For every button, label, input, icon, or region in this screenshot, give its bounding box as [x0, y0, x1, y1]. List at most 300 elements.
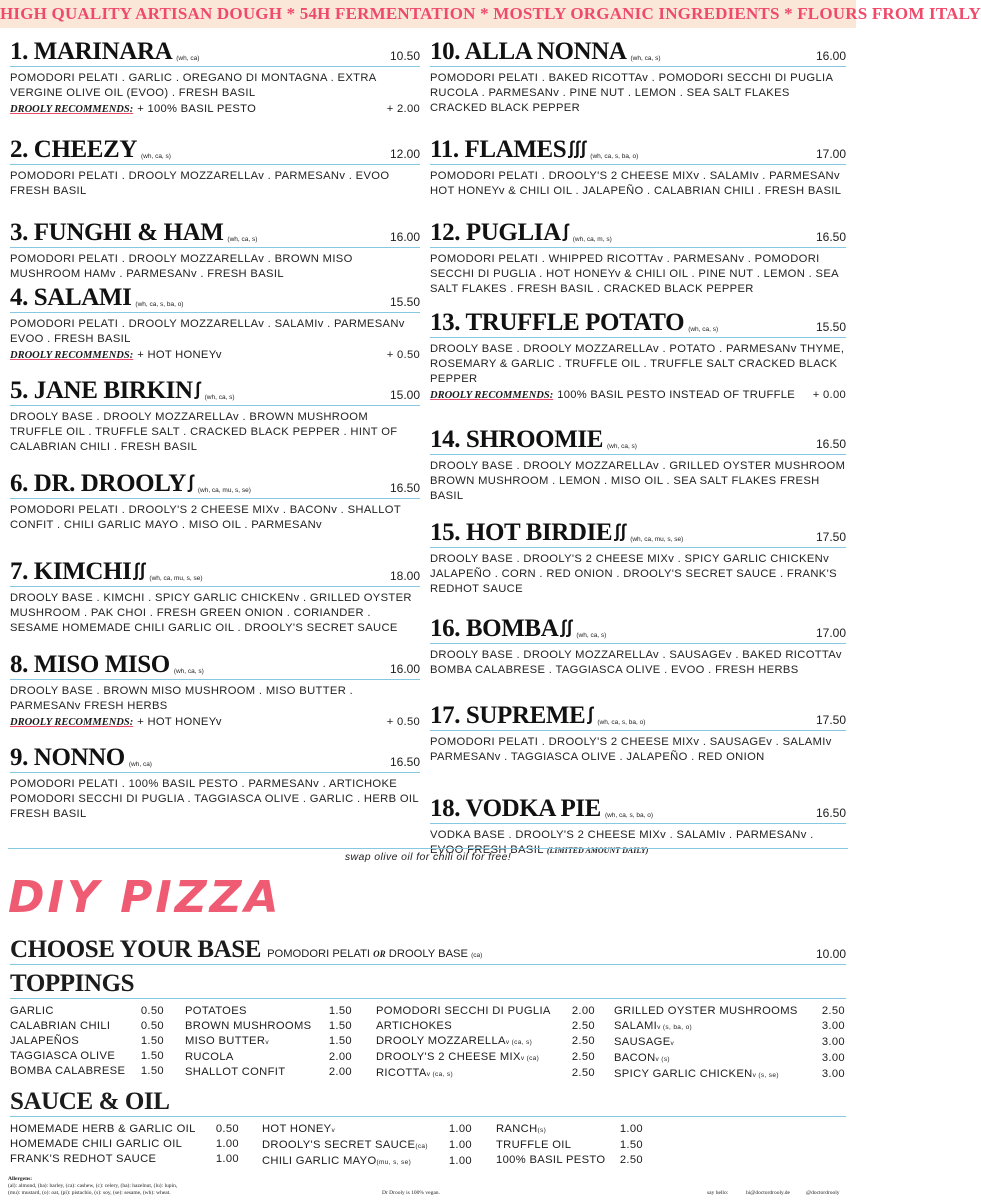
list-item — [10, 1064, 164, 1079]
list-item — [496, 1153, 643, 1168]
allergen-tags: (wh, ca, m, s) — [572, 236, 612, 243]
list-column — [10, 1004, 164, 1079]
item-name — [262, 1138, 449, 1154]
item-tags: v — [331, 1127, 336, 1134]
item-price: 0.50 — [140, 1020, 164, 1032]
allergen-tags: (wh, ca, s) — [204, 394, 235, 401]
item-tags: v (ca) — [520, 1055, 540, 1062]
item-name — [185, 1065, 329, 1080]
pizza-name: 14. SHROOMIE — [430, 426, 603, 453]
item-label: POMODORI SECCHI DI PUGLIA — [376, 1005, 551, 1017]
item-name — [185, 1004, 329, 1019]
item-price: 1.50 — [619, 1139, 643, 1151]
list-item — [614, 1035, 845, 1051]
item-price: 1.50 — [140, 1035, 164, 1047]
base-price: 10.00 — [815, 947, 846, 961]
menu-item — [430, 130, 846, 213]
list-item — [496, 1138, 643, 1153]
menu-item-header — [10, 645, 420, 680]
menu-item — [10, 32, 420, 130]
item-name — [262, 1122, 449, 1138]
recommendation — [10, 348, 420, 363]
item-label: RANCH — [496, 1123, 538, 1135]
item-tags: v (s, ba, o) — [657, 1024, 693, 1031]
item-price: 2.00 — [571, 1005, 595, 1017]
recommend-text: + 100% BASIL PESTO — [137, 103, 257, 115]
pizza-name: 17. SUPREME — [430, 702, 586, 729]
base-options — [267, 948, 482, 960]
item-label: GARLIC — [10, 1005, 54, 1017]
pizza-price: 16.50 — [389, 755, 420, 769]
item-label: POTATOES — [185, 1005, 247, 1017]
pizza-ingredients: DROOLY BASE . DROOLY MOZZARELLAv . BROWN MUSHROOM TRUFFLE OIL . TRUFFLE SALT . CRACKED BLACK PEPPER . HINT OF CALABRIAN CHILI . FRESH BASIL — [10, 411, 398, 453]
menu-item — [430, 32, 846, 130]
item-price: 2.50 — [571, 1067, 595, 1079]
pizza-description — [10, 317, 420, 347]
item-tags: (mu, s, se) — [376, 1159, 412, 1166]
item-name — [614, 1004, 822, 1019]
item-name — [10, 1019, 141, 1034]
item-label: SHALLOT CONFIT — [185, 1066, 286, 1078]
pizza-name: 3. FUNGHI & HAM — [10, 219, 224, 246]
pizza-description — [430, 735, 846, 765]
list-column — [185, 1004, 352, 1080]
item-price: 2.50 — [571, 1020, 595, 1032]
item-name — [614, 1019, 822, 1035]
allergen-tags: (wh, ca, s, ba, o) — [604, 812, 653, 819]
recommend-price: + 0.00 — [812, 389, 846, 401]
pizza-description — [430, 71, 846, 116]
menu-column-right — [430, 32, 846, 881]
pizza-description — [10, 71, 420, 101]
allergen-tags: (wh, ca, mu, s, se) — [197, 487, 251, 494]
item-name — [376, 1050, 572, 1066]
item-name — [614, 1067, 822, 1083]
item-name — [376, 1034, 572, 1050]
swap-note: swap olive oil for chili oil for free! — [344, 851, 512, 863]
pizza-price: 16.00 — [389, 662, 420, 676]
recommend-label: DROOLY RECOMMENDS: — [10, 717, 134, 728]
item-label: DROOLY'S 2 CHEESE MIX — [376, 1051, 521, 1063]
recommend-price: + 0.50 — [386, 716, 420, 728]
menu-item-header — [10, 552, 420, 587]
recommend-text: + HOT HONEYv — [137, 716, 222, 728]
list-column — [496, 1122, 643, 1168]
pizza-ingredients: POMODORI PELATI . DROOLY MOZZARELLAv . SALAMIv . PARMESANv EVOO . FRESH BASIL — [10, 318, 405, 345]
list-item — [185, 1050, 352, 1065]
pizza-ingredients: DROOLY BASE . DROOLY MOZZARELLAv . SAUSAGEv . BAKED RICOTTAv BOMBA CALABRESE . TAGGIASCA OLIVE . EVOO . FRESH HERBS — [430, 649, 842, 676]
item-name — [496, 1122, 620, 1138]
menu-item-header — [430, 303, 846, 338]
list-item — [376, 1004, 595, 1019]
pizza-description — [10, 591, 420, 636]
pizza-name: 9. NONNO — [10, 744, 125, 771]
menu-item — [10, 371, 420, 464]
item-label: CALABRIAN CHILI — [10, 1020, 111, 1032]
menu-item — [10, 645, 420, 738]
recommend-label: DROOLY RECOMMENDS: — [10, 104, 134, 115]
pizza-price: 12.00 — [389, 147, 420, 161]
menu-item-header — [10, 464, 420, 499]
pizza-ingredients: POMODORI PELATI . DROOLY'S 2 CHEESE MIXv . SALAMIv . PARMESANv HOT HONEYv & CHILI OIL . JALAPEÑO . CALABRIAN CHILI . FRESH BASIL — [430, 170, 842, 197]
say-hello: say hello: — [707, 1190, 729, 1196]
menu-item-header — [430, 696, 846, 731]
pizza-description — [430, 342, 846, 387]
list-item — [10, 1004, 164, 1019]
pizza-name: 8. MISO MISO — [10, 651, 170, 678]
limited-note: (LIMITED AMOUNT DAILY) — [546, 846, 649, 855]
item-name — [376, 1066, 572, 1082]
list-item — [185, 1065, 352, 1080]
item-label: DROOLY MOZZARELLA — [376, 1035, 506, 1047]
list-item — [10, 1137, 239, 1152]
pizza-description — [430, 252, 846, 297]
item-label: RUCOLA — [185, 1051, 234, 1063]
pizza-price: 17.00 — [815, 147, 846, 161]
item-price: 1.00 — [448, 1123, 472, 1135]
chili-icon: ʃʃ — [560, 617, 573, 637]
pizza-ingredients: POMODORI PELATI . DROOLY MOZZARELLAv . BROWN MISO MUSHROOM HAMv . PARMESANv . FRESH BASIL — [10, 253, 353, 280]
item-tags: v (ca, s) — [505, 1039, 533, 1046]
recommend-price: + 2.00 — [386, 103, 420, 115]
item-name — [10, 1049, 141, 1064]
pizza-ingredients: VODKA BASE . DROOLY'S 2 CHEESE MIXv . SALAMIv . PARMESANv . EVOO FRESH BASIL — [430, 829, 814, 856]
list-item — [376, 1050, 595, 1066]
pizza-name: 2. CHEEZY — [10, 136, 137, 163]
chili-icon: ʃ — [562, 221, 569, 241]
sauce-header — [10, 1086, 846, 1117]
item-label: BROWN MUSHROOMS — [185, 1020, 312, 1032]
chili-icon: ʃ — [194, 379, 201, 399]
pizza-description — [10, 503, 420, 533]
list-item — [614, 1067, 845, 1083]
sauce-title: SAUCE & OIL — [10, 1088, 170, 1115]
pizza-description — [430, 169, 846, 199]
item-name — [10, 1152, 216, 1167]
top-banner: HIGH QUALITY ARTISAN DOUGH * 54H FERMENTATION * MOSTLY ORGANIC INGREDIENTS * FLOURS FROM ITALY — [0, 0, 856, 28]
list-item — [185, 1004, 352, 1019]
menu-item — [430, 420, 846, 513]
chili-icon: ʃ — [587, 704, 594, 724]
recommendation — [430, 388, 846, 403]
pizza-ingredients: DROOLY BASE . DROOLY MOZZARELLAv . POTATO . PARMESANv THYME, ROSEMARY & GARLIC . TRUFFLE OIL . TRUFFLE SALT CRACKED BLACK PEPPER — [430, 343, 845, 385]
pizza-name: 12. PUGLIA — [430, 219, 561, 246]
diy-title: DIY PIZZA — [8, 872, 282, 923]
menu-item-header — [10, 32, 420, 67]
item-label: HOT HONEY — [262, 1123, 332, 1135]
allergen-tags: (wh, ca, mu, s, se) — [630, 536, 684, 543]
item-label: GRILLED OYSTER MUSHROOMS — [614, 1005, 798, 1017]
item-tags: (ca) — [415, 1143, 428, 1150]
allergen-tags: (wh, ca, s) — [576, 632, 607, 639]
list-item — [10, 1049, 164, 1064]
item-label: MISO BUTTER — [185, 1035, 266, 1047]
contact-email[interactable]: hi@doctordrooly.de — [746, 1190, 790, 1196]
pizza-price: 15.50 — [815, 320, 846, 334]
item-tags: v (s, se) — [752, 1072, 779, 1079]
item-label: RICOTTA — [376, 1067, 427, 1079]
pizza-ingredients: DROOLY BASE . BROWN MISO MUSHROOM . MISO BUTTER . PARMESANv FRESH HERBS — [10, 685, 354, 712]
pizza-name: 16. BOMBA — [430, 615, 559, 642]
list-item — [10, 1034, 164, 1049]
item-label: TRUFFLE OIL — [496, 1139, 572, 1151]
pizza-description — [10, 410, 420, 455]
list-item — [376, 1066, 595, 1082]
pizza-description — [430, 648, 846, 678]
item-name — [376, 1004, 572, 1019]
item-label: BACON — [614, 1052, 656, 1064]
pizza-price: 15.50 — [389, 295, 420, 309]
pizza-description — [430, 552, 846, 597]
allergen-tags: (wh, ca, s) — [227, 236, 258, 243]
item-label: CHILI GARLIC MAYO — [262, 1155, 377, 1167]
item-price: 1.50 — [328, 1020, 352, 1032]
item-name — [185, 1019, 329, 1034]
menu-item — [430, 513, 846, 609]
pizza-description — [10, 684, 420, 714]
list-item — [10, 1152, 239, 1167]
recommend-text: + HOT HONEYv — [137, 349, 222, 361]
chili-icon: ʃʃ — [614, 521, 627, 541]
item-label: ARTICHOKES — [376, 1020, 453, 1032]
item-price: 1.00 — [215, 1138, 239, 1150]
item-price: 1.50 — [140, 1050, 164, 1062]
list-item — [10, 1122, 239, 1137]
item-price: 2.00 — [328, 1066, 352, 1078]
item-label: SPICY GARLIC CHICKEN — [614, 1068, 753, 1080]
item-price: 3.00 — [821, 1036, 845, 1048]
toppings-title: TOPPINGS — [10, 970, 135, 997]
item-price: 1.00 — [448, 1139, 472, 1151]
item-price: 3.00 — [821, 1020, 845, 1032]
list-item — [185, 1019, 352, 1034]
item-label: HOMEMADE CHILI GARLIC OIL — [10, 1138, 183, 1150]
menu-item — [430, 213, 846, 303]
contact-handle[interactable]: @doctordrooly — [806, 1190, 840, 1196]
pizza-price: 16.50 — [815, 230, 846, 244]
item-price: 1.50 — [328, 1005, 352, 1017]
item-price: 1.00 — [619, 1123, 643, 1135]
item-name — [10, 1137, 216, 1152]
item-label: DROOLY'S SECRET SAUCE — [262, 1139, 416, 1151]
pizza-description — [430, 459, 846, 504]
chili-icon: ʃ — [187, 472, 194, 492]
item-price: 2.00 — [328, 1051, 352, 1063]
menu-item-header — [430, 789, 846, 824]
item-name — [614, 1035, 822, 1051]
menu-item — [10, 130, 420, 213]
allergens-line-2: (mu): mustard, (o): oat, (pi): pistachio, (s): soy, (se): sesame, (wh): wheat. — [8, 1190, 171, 1196]
recommend-label: DROOLY RECOMMENDS: — [10, 350, 134, 361]
allergen-tags: (wh, ca) — [176, 55, 200, 62]
recommend-price: + 0.50 — [386, 349, 420, 361]
allergen-tags: (wh, ca, s) — [688, 326, 719, 333]
item-price: 1.50 — [328, 1035, 352, 1047]
menu-item — [430, 696, 846, 789]
pizza-ingredients: POMODORI PELATI . GARLIC . OREGANO DI MONTAGNA . EXTRA VERGINE OLIVE OIL (EVOO) . FRESH BASIL — [10, 72, 376, 99]
item-tags: v (s) — [655, 1056, 670, 1063]
pizza-name: 5. JANE BIRKIN — [10, 377, 193, 404]
pizza-name: 15. HOT BIRDIE — [430, 519, 613, 546]
item-price: 1.50 — [140, 1065, 164, 1077]
item-price: 3.00 — [821, 1052, 845, 1064]
base-option-2: DROOLY BASE — [388, 948, 468, 960]
item-price: 0.50 — [140, 1005, 164, 1017]
recommend-label: DROOLY RECOMMENDS: — [430, 390, 554, 401]
menu-item-header — [430, 32, 846, 67]
menu-item — [430, 609, 846, 696]
list-item — [185, 1034, 352, 1050]
item-name — [262, 1154, 449, 1170]
item-name — [496, 1138, 620, 1153]
item-name — [10, 1064, 141, 1079]
pizza-name: 7. KIMCHI — [10, 558, 132, 585]
recommendation — [10, 102, 420, 117]
pizza-price: 17.50 — [815, 530, 846, 544]
menu-item-header — [10, 130, 420, 165]
list-item — [10, 1019, 164, 1034]
item-price: 2.50 — [571, 1051, 595, 1063]
pizza-price: 16.50 — [815, 806, 846, 820]
list-item — [262, 1138, 472, 1154]
allergen-tags: (wh, ca, s, ba, o) — [590, 153, 639, 160]
list-item — [262, 1122, 472, 1138]
list-item — [614, 1019, 845, 1035]
item-label: HOMEMADE HERB & GARLIC OIL — [10, 1123, 196, 1135]
menu-item — [430, 303, 846, 420]
pizza-price: 17.50 — [815, 713, 846, 727]
pizza-price: 16.50 — [389, 481, 420, 495]
item-label: SAUSAGE — [614, 1036, 671, 1048]
list-column — [376, 1004, 595, 1082]
pizza-price: 17.00 — [815, 626, 846, 640]
menu-item — [10, 278, 420, 371]
item-name — [185, 1034, 329, 1050]
menu-item — [10, 213, 420, 278]
pizza-name: 18. VODKA PIE — [430, 795, 601, 822]
allergen-tags: (wh, ca, s) — [173, 668, 204, 675]
allergen-tags: (wh, ca, s, ba, o) — [135, 301, 184, 308]
base-title: CHOOSE YOUR BASE — [10, 936, 262, 963]
pizza-ingredients: POMODORI PELATI . DROOLY'S 2 CHEESE MIXv . BACONv . SHALLOT CONFIT . CHILI GARLIC MAYO . MISO OIL . PARMESANv — [10, 504, 401, 531]
pizza-price: 10.50 — [389, 49, 420, 63]
item-name — [10, 1122, 216, 1137]
allergens-line-1: (al): almond, (ba): barley, (ca): cashew, (c): celery, (ha): hazelnut, (lu): lupin, — [8, 1183, 178, 1189]
pizza-ingredients: POMODORI PELATI . WHIPPED RICOTTAv . PARMESANv . POMODORI SECCHI DI PUGLIA . HOT HONEYv & CHILI OIL . PINE NUT . LEMON . SEA SALT FLAKES . FRESH BASIL . CRACKED BLACK PEPPER — [430, 253, 839, 295]
recommend-text: 100% BASIL PESTO INSTEAD OF TRUFFLE — [557, 389, 796, 401]
item-label: 100% BASIL PESTO — [496, 1154, 606, 1166]
chili-icon: ʃʃ — [133, 560, 146, 580]
item-tags: v (ca, s) — [426, 1071, 453, 1078]
list-item — [496, 1122, 643, 1138]
menu-item-header — [430, 609, 846, 644]
item-price: 2.50 — [821, 1005, 845, 1017]
list-column — [10, 1122, 239, 1167]
item-label: BOMBA CALABRESE — [10, 1065, 126, 1077]
menu-item-header — [430, 513, 846, 548]
vegan-note: Dr Drooly is 100% vegan. — [382, 1190, 440, 1196]
pizza-description — [10, 169, 420, 199]
item-price: 0.50 — [215, 1123, 239, 1135]
base-option-1: POMODORI PELATI — [267, 948, 371, 960]
list-item — [614, 1051, 845, 1067]
allergen-tags: (wh, ca, s) — [140, 153, 171, 160]
list-item — [614, 1004, 845, 1019]
pizza-ingredients: DROOLY BASE . DROOLY MOZZARELLAv . GRILLED OYSTER MUSHROOM BROWN MUSHROOM . LEMON . MISO OIL . SEA SALT FLAKES FRESH BASIL — [430, 460, 846, 502]
menu-column-left — [10, 32, 420, 830]
pizza-ingredients: POMODORI PELATI . 100% BASIL PESTO . PARMESANv . ARTICHOKE POMODORI SECCHI DI PUGLIA . TAGGIASCA OLIVE . GARLIC . HERB OIL FRESH BASIL — [10, 778, 419, 820]
item-tags: (s) — [537, 1127, 547, 1134]
item-name — [10, 1004, 141, 1019]
menu-item-header — [10, 738, 420, 773]
allergen-tags: (wh, ca, s) — [607, 443, 637, 450]
menu-item-header — [10, 213, 420, 248]
allergen-tags: (wh, ca) — [128, 761, 152, 768]
item-name — [185, 1050, 329, 1065]
pizza-name: 6. DR. DROOLY — [10, 470, 186, 497]
menu-item-header — [430, 213, 846, 248]
recommendation — [10, 715, 420, 730]
pizza-ingredients: POMODORI PELATI . DROOLY MOZZARELLAv . PARMESANv . EVOO FRESH BASIL — [10, 170, 390, 197]
menu-item-header — [10, 371, 420, 406]
menu-item-header — [430, 420, 846, 455]
menu-item — [10, 464, 420, 552]
list-item — [376, 1019, 595, 1034]
menu-item — [10, 552, 420, 645]
item-price: 1.00 — [215, 1153, 239, 1165]
pizza-price: 16.00 — [815, 49, 846, 63]
item-name — [496, 1153, 620, 1168]
pizza-price: 18.00 — [389, 569, 420, 583]
menu-item-header — [430, 130, 846, 165]
pizza-name: 11. FLAMES — [430, 136, 567, 163]
base-or: OR — [373, 949, 386, 959]
list-item — [262, 1154, 472, 1170]
allergens-title: Allergens: — [8, 1176, 33, 1182]
pizza-ingredients: DROOLY BASE . DROOLY'S 2 CHEESE MIXv . SPICY GARLIC CHICKENv JALAPEÑO . CORN . RED ONION . DROOLY'S SECRET SAUCE . FRANK'S REDHOT SAUCE — [430, 553, 837, 595]
item-price: 2.50 — [619, 1154, 643, 1166]
pizza-ingredients: DROOLY BASE . KIMCHI . SPICY GARLIC CHICKENv . GRILLED OYSTER MUSHROOM . PAK CHOI . FRESH GREEN ONION . CORIANDER . SESAME HOMEMADE CHILI GARLIC OIL . DROOLY'S SECRET SAUCE — [10, 592, 412, 634]
item-price: 1.00 — [448, 1155, 472, 1167]
item-label: TAGGIASCA OLIVE — [10, 1050, 116, 1062]
item-label: FRANK'S REDHOT SAUCE — [10, 1153, 157, 1165]
pizza-ingredients: POMODORI PELATI . DROOLY'S 2 CHEESE MIXv . SAUSAGEv . SALAMIv PARMESANv . TAGGIASCA OLIVE . JALAPEÑO . RED ONION — [430, 736, 832, 763]
pizza-description — [10, 777, 420, 822]
pizza-price: 16.50 — [815, 437, 846, 451]
allergen-tags: (wh, ca, mu, s, se) — [149, 575, 203, 582]
allergen-legend — [8, 1176, 177, 1197]
list-column — [262, 1122, 472, 1170]
base-option-2-tag: (ca) — [471, 952, 483, 959]
list-column — [614, 1004, 845, 1083]
toppings-header — [10, 968, 846, 999]
item-price: 3.00 — [821, 1068, 845, 1080]
item-name — [614, 1051, 822, 1067]
menu-item-header — [10, 278, 420, 313]
item-tags: v — [670, 1040, 675, 1047]
pizza-name: 1. MARINARA — [10, 38, 173, 65]
item-price: 2.50 — [571, 1035, 595, 1047]
divider — [8, 848, 848, 849]
pizza-price: 16.00 — [389, 230, 420, 244]
item-tags: v — [265, 1039, 269, 1046]
pizza-name: 4. SALAMI — [10, 284, 132, 311]
pizza-ingredients: POMODORI PELATI . BAKED RICOTTAv . POMODORI SECCHI DI PUGLIA RUCOLA . PARMESANv . PINE NUT . LEMON . SEA SALT FLAKES CRACKED BLACK PEPPER — [430, 72, 833, 114]
item-name — [10, 1034, 141, 1049]
pizza-price: 15.00 — [389, 388, 420, 402]
menu-item — [10, 738, 420, 830]
menu-item — [430, 789, 846, 881]
